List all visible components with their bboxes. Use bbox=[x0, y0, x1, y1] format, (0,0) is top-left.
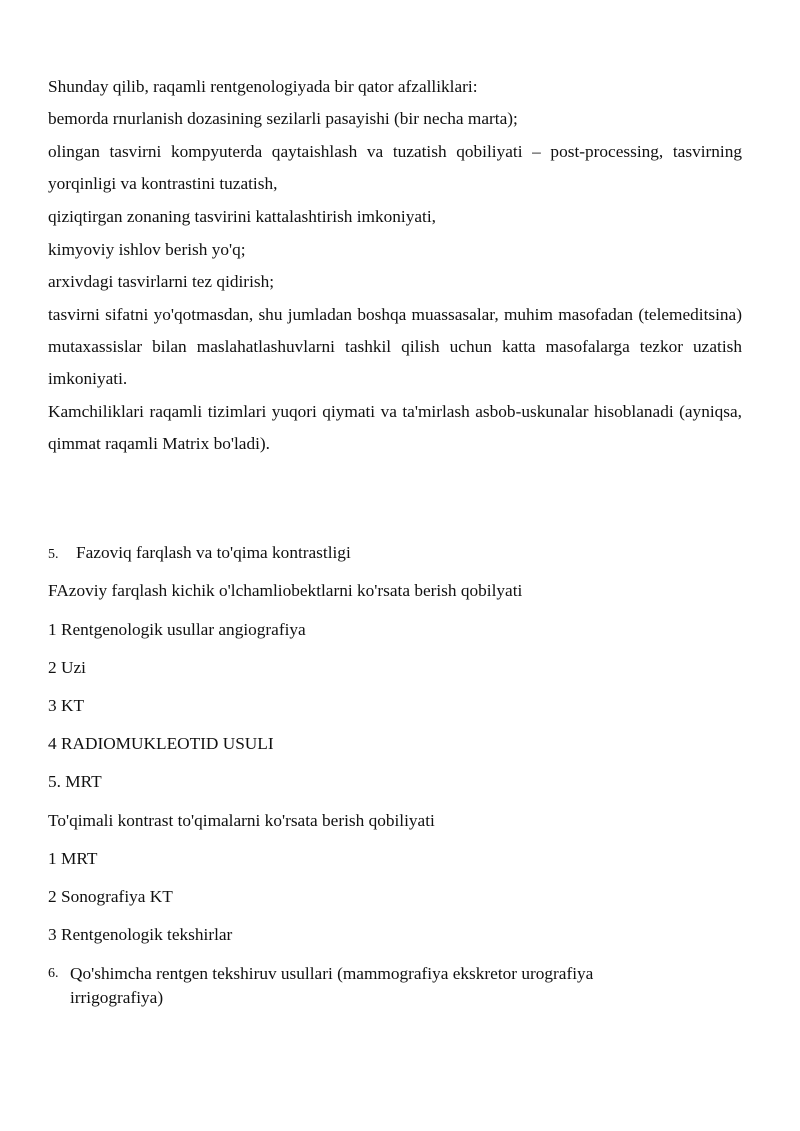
section-number: 5. bbox=[48, 547, 59, 562]
list-item: 3 Rentgenologik tekshirlar bbox=[48, 925, 233, 944]
list-item: 5. MRT bbox=[48, 772, 102, 791]
definition-line: To'qimali kontrast to'qimalarni ko'rsata berish qobiliyati bbox=[48, 811, 435, 830]
list-item: 4 RADIOMUKLEOTID USULI bbox=[48, 734, 274, 753]
intro-line: bemorda rnurlanish dozasining sezilarli pasayishi (bir necha marta); bbox=[48, 109, 518, 128]
intro-paragraph: tasvirni sifatni yo'qotmasdan, shu jumladan boshqa muassasalar, muhim masofadan (telemeditsina) mutaxassislar bilan maslahatlashuvlarni tashkil qilish uchun katta masofalarga tezkor uzatish imkoniyati. bbox=[48, 305, 742, 388]
list-item: 3 KT bbox=[48, 696, 84, 715]
section-title: Qo'shimcha rentgen tekshiruv usullari (mammografiya ekskretor urografiya irrigografiya) bbox=[70, 964, 594, 1007]
section-title: Fazoviq farqlash va to'qima kontrastligi bbox=[76, 543, 351, 562]
intro-line: qiziqtirgan zonaning tasvirini kattalashtirish imkoniyati, bbox=[48, 207, 436, 226]
list-item: 1 Rentgenologik usullar angiografiya bbox=[48, 620, 306, 639]
intro-line: arxivdagi tasvirlarni tez qidirish; bbox=[48, 272, 275, 291]
intro-line: kimyoviy ishlov berish yo'q; bbox=[48, 240, 246, 259]
intro-line: Shunday qilib, raqamli rentgenologiyada bir qator afzalliklari: bbox=[48, 77, 478, 96]
list-item: 2 Uzi bbox=[48, 658, 86, 677]
intro-paragraph: olingan tasvirni kompyuterda qaytaishlash va tuzatish qobiliyati – post-processing, tasvirning yorqinligi va kontrastini tuzatish, bbox=[48, 142, 742, 193]
intro-paragraph: Kamchiliklari raqamli tizimlari yuqori qiymati va ta'mirlash asbob-uskunalar hisoblanadi (ayniqsa, qimmat raqamli Matrix bo'ladi). bbox=[48, 402, 742, 453]
definition-line: FAzoviy farqlash kichik o'lchamliobektlarni ko'rsata berish qobilyati bbox=[48, 581, 523, 600]
section-number: 6. bbox=[48, 966, 59, 981]
list-item: 1 MRT bbox=[48, 849, 98, 868]
list-item: 2 Sonografiya KT bbox=[48, 887, 173, 906]
section-5-heading bbox=[48, 537, 742, 571]
section-6-heading bbox=[48, 962, 742, 1010]
